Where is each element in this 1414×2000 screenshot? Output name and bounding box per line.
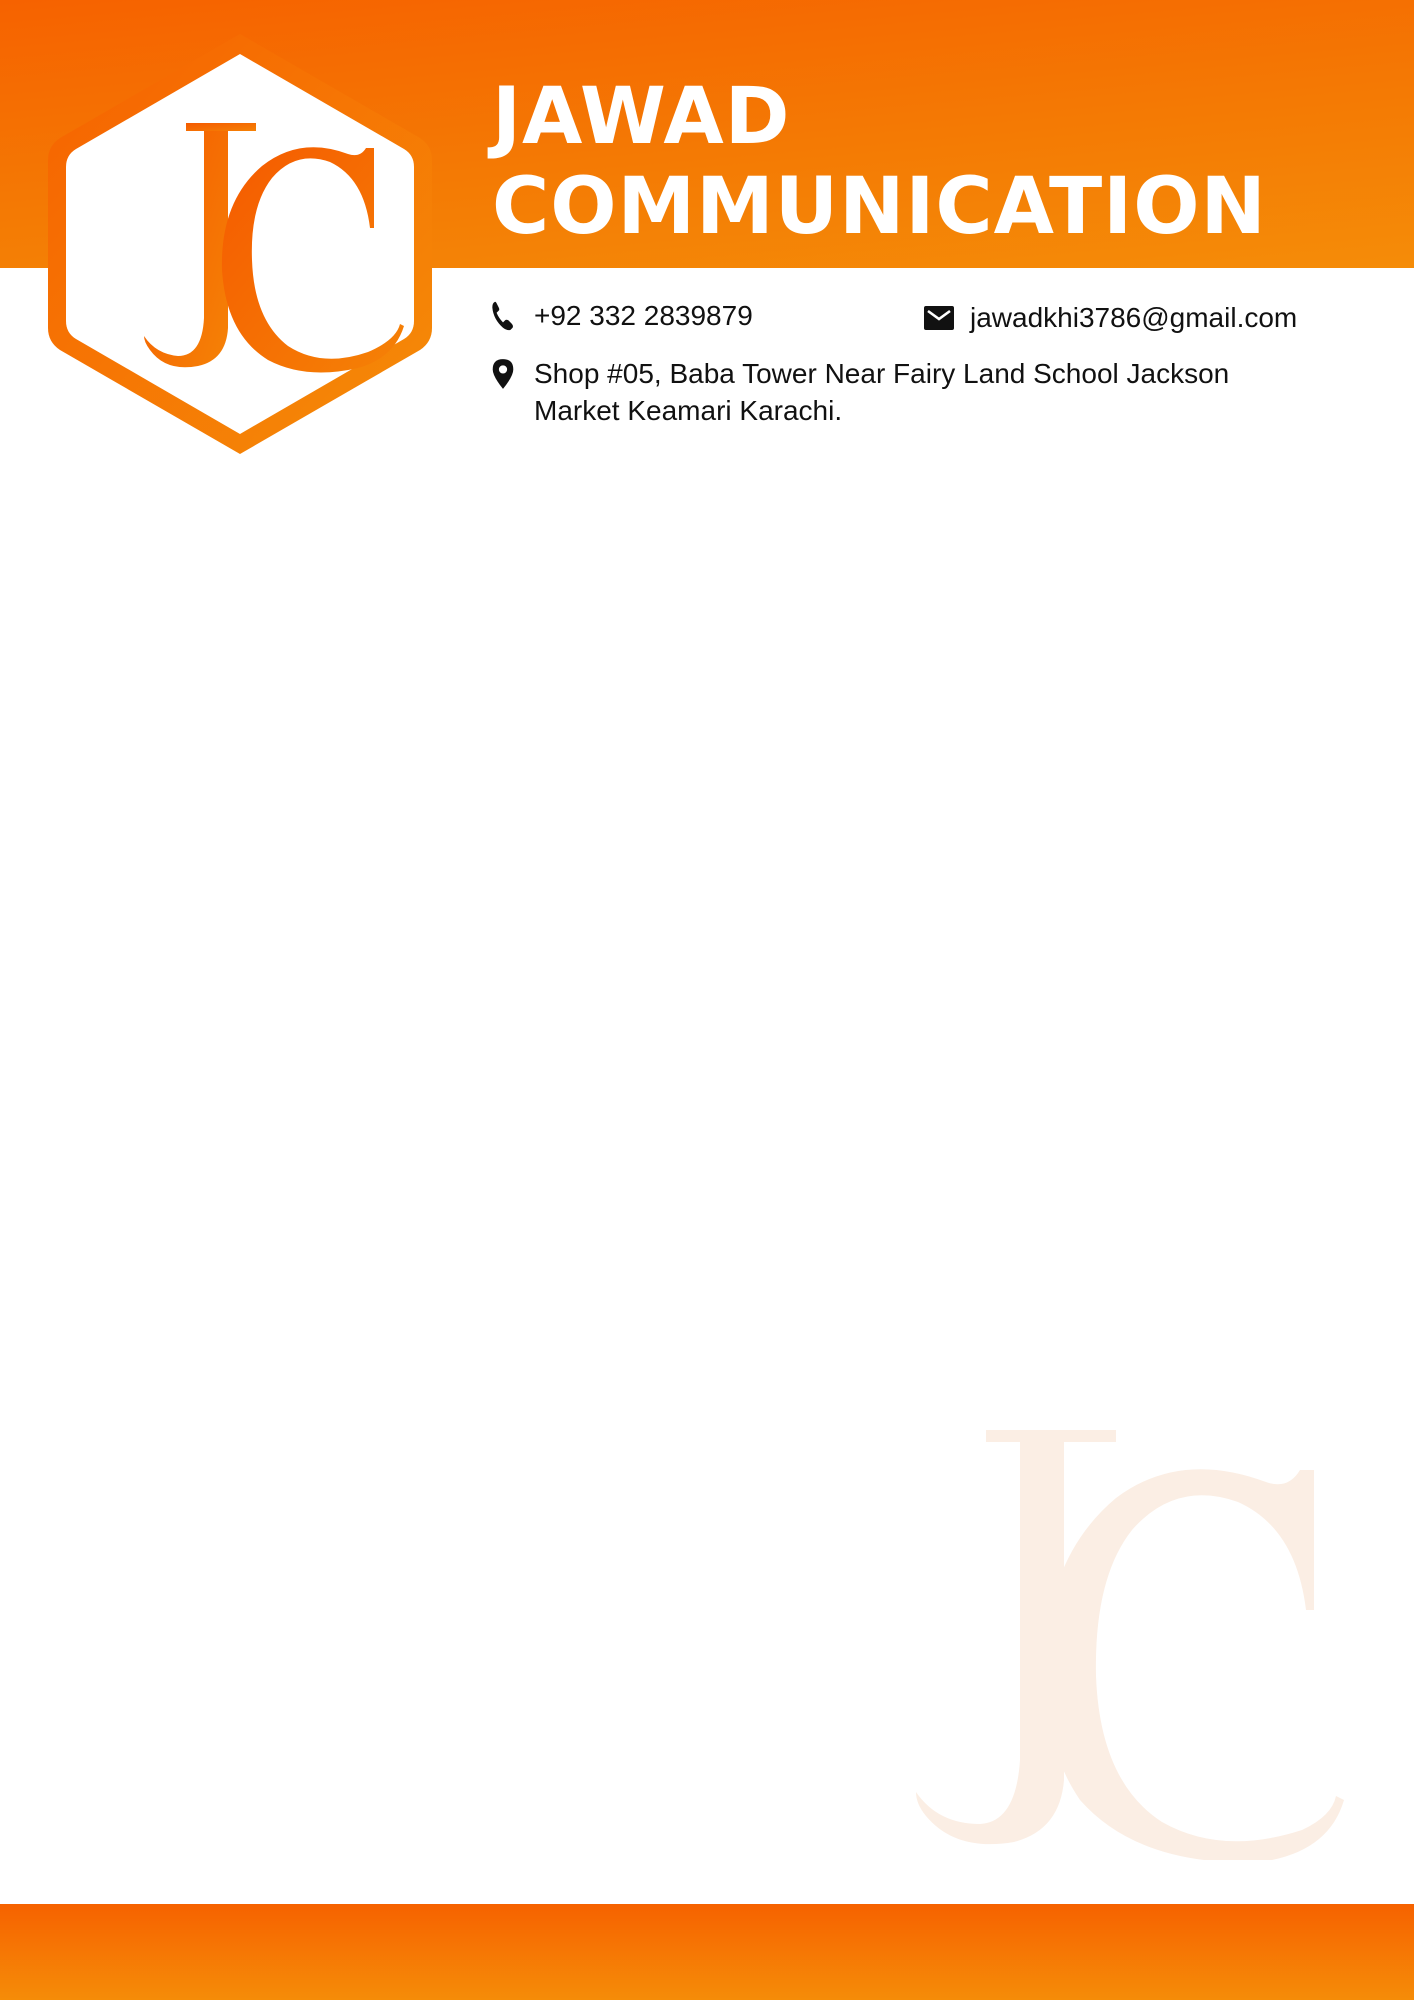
company-name-line2: COMMUNICATION bbox=[492, 162, 1267, 252]
address-line1: Shop #05, Baba Tower Near Fairy Land School Jackson bbox=[534, 358, 1230, 389]
footer-band bbox=[0, 1904, 1414, 2000]
company-name-line1: JAWAD bbox=[492, 72, 791, 162]
envelope-icon bbox=[924, 305, 954, 331]
phone-icon bbox=[490, 300, 516, 332]
phone-number: +92 332 2839879 bbox=[534, 300, 753, 331]
monogram-watermark-icon bbox=[904, 1420, 1344, 1860]
address-contact bbox=[490, 355, 1310, 429]
address-text bbox=[534, 355, 1229, 429]
email-address: jawadkhi3786@gmail.com bbox=[970, 302, 1298, 333]
hexagon-logo-icon bbox=[48, 28, 432, 460]
jc-watermark bbox=[904, 1420, 1344, 1860]
location-pin-icon bbox=[490, 358, 516, 390]
address-line2: Market Keamari Karachi. bbox=[534, 395, 843, 426]
email-contact bbox=[924, 299, 1297, 336]
phone-contact bbox=[490, 297, 753, 334]
company-logo bbox=[48, 28, 432, 460]
company-name bbox=[492, 72, 1267, 252]
